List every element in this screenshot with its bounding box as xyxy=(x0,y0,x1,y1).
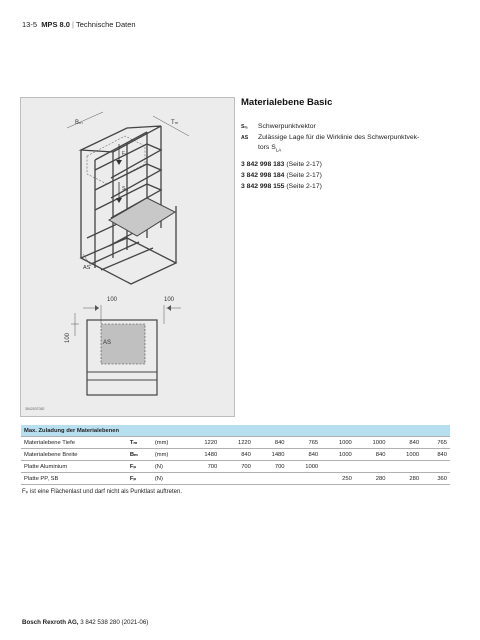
row-unit: (mm) xyxy=(152,449,187,461)
label-sla: Sₗₐ xyxy=(122,186,129,192)
document-title: MPS 8.0 xyxy=(41,20,70,29)
row-value xyxy=(355,461,389,473)
row-value: 840 xyxy=(220,449,254,461)
part-numbers xyxy=(241,159,322,192)
part-number: 3 842 998 155 xyxy=(241,183,285,190)
page-number: 13-5 xyxy=(22,20,38,29)
row-value: 360 xyxy=(422,473,450,485)
dim-bm-line xyxy=(67,112,103,128)
row-value: 840 xyxy=(422,449,450,461)
legend-row xyxy=(241,122,456,133)
row-value: 1220 xyxy=(220,437,254,449)
side-view xyxy=(65,297,181,395)
row-label: Platte Aluminium xyxy=(21,461,127,473)
table-plate xyxy=(109,198,175,236)
row-value xyxy=(220,473,254,485)
legend-key: Sₗₐ xyxy=(241,124,248,130)
dim-right: 100 xyxy=(164,297,175,303)
part-number-row xyxy=(241,170,322,181)
legend-text-line1: Zulässige Lage für die Wirklinie des Schwerpunktvek- xyxy=(258,133,420,141)
row-value: 840 xyxy=(288,449,322,461)
part-number-row xyxy=(241,181,322,192)
row-value: 250 xyxy=(321,473,355,485)
row-symbol: Tₘ xyxy=(127,437,152,449)
legend-key: AS xyxy=(241,134,249,141)
technical-drawing xyxy=(20,97,235,417)
row-value: 840 xyxy=(254,437,288,449)
row-value: 840 xyxy=(388,437,422,449)
row-value: 765 xyxy=(422,437,450,449)
row-label: Materialebene Breite xyxy=(21,449,127,461)
row-value xyxy=(254,473,288,485)
footer-doc: 3 842 538 280 (2021-06) xyxy=(80,619,149,626)
force-arrowhead xyxy=(116,160,122,165)
table-row xyxy=(21,437,450,449)
row-label: Materialebene Tiefe xyxy=(21,437,127,449)
legend-text-subscript: LA xyxy=(275,147,282,153)
legend-text: Schwerpunktvektor xyxy=(258,123,316,130)
header-separator: | xyxy=(72,20,74,29)
row-value: 700 xyxy=(220,461,254,473)
drawing-svg xyxy=(21,98,234,416)
row-label: Platte PP, SB xyxy=(21,473,127,485)
row-value: 1480 xyxy=(254,449,288,461)
page-footer xyxy=(22,619,148,626)
part-number: 3 842 998 183 xyxy=(241,161,285,168)
label-as: AS xyxy=(83,265,91,271)
legend-row xyxy=(241,133,456,156)
row-value: 1220 xyxy=(187,437,221,449)
row-symbol: Fₚ xyxy=(127,473,152,485)
row-unit: (N) xyxy=(152,461,187,473)
part-ref: (Seite 2-17) xyxy=(286,172,322,179)
row-value: 280 xyxy=(388,473,422,485)
legend-text xyxy=(258,133,456,156)
page-header xyxy=(22,20,136,29)
row-value: 765 xyxy=(288,437,322,449)
row-value xyxy=(422,461,450,473)
row-symbol: Fₚ xyxy=(127,461,152,473)
load-table xyxy=(21,425,450,485)
row-unit: (mm) xyxy=(152,437,187,449)
dim-left: 100 xyxy=(107,297,118,303)
row-value xyxy=(288,473,322,485)
row-value xyxy=(321,461,355,473)
figure-code: 3842537082 xyxy=(25,407,45,411)
row-value: 1000 xyxy=(321,437,355,449)
row-value: 1000 xyxy=(288,461,322,473)
part-ref: (Seite 2-17) xyxy=(286,183,322,190)
row-value: 700 xyxy=(187,461,221,473)
table-title: Max. Zuladung der Materialebenen xyxy=(21,425,450,437)
row-value xyxy=(187,473,221,485)
row-value: 1000 xyxy=(321,449,355,461)
legend xyxy=(241,122,456,156)
table-row xyxy=(21,461,450,473)
label-tm: Tₘ xyxy=(171,120,179,126)
dim-side: 100 xyxy=(65,332,71,343)
table-row xyxy=(21,473,450,485)
row-unit: (N) xyxy=(152,473,187,485)
row-value xyxy=(388,461,422,473)
part-ref: (Seite 2-17) xyxy=(286,161,322,168)
row-value: 1000 xyxy=(355,437,389,449)
row-value: 1000 xyxy=(388,449,422,461)
label-bm: Bₘ xyxy=(75,120,83,126)
sla-arrowhead xyxy=(116,198,122,203)
row-value: 280 xyxy=(355,473,389,485)
label-fp: Fₚ xyxy=(122,151,128,157)
part-number-row xyxy=(241,159,322,170)
table-row xyxy=(21,449,450,461)
label-as-bottom: AS xyxy=(103,340,112,346)
row-value: 840 xyxy=(355,449,389,461)
legend-text-line2: tors S xyxy=(258,144,276,151)
section-title: Materialebene Basic xyxy=(241,97,333,108)
footnote: Fₚ ist eine Flächenlast und darf nicht als Punktlast auftreten. xyxy=(22,489,182,495)
header-section: Technische Daten xyxy=(75,20,136,29)
row-value: 1480 xyxy=(187,449,221,461)
row-symbol: Bₘ xyxy=(127,449,152,461)
part-number: 3 842 998 184 xyxy=(241,172,285,179)
row-value: 700 xyxy=(254,461,288,473)
footer-company: Bosch Rexroth AG, xyxy=(22,619,79,626)
